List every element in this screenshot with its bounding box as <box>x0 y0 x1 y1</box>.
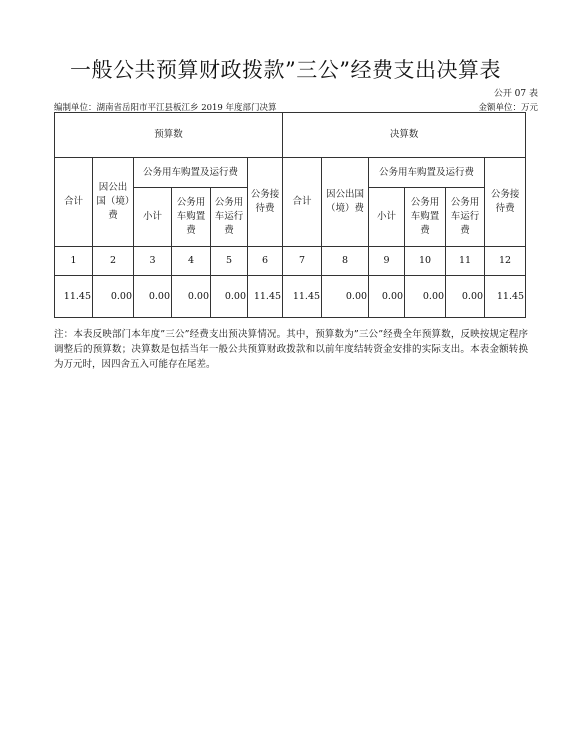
budget-subtotal-header: 小计 <box>134 188 172 247</box>
budget-vehicle-operation-header: 公务用车运行费 <box>211 188 248 247</box>
budget-total-header: 合计 <box>55 158 93 247</box>
final-subtotal-value: 0.00 <box>369 276 405 318</box>
index-cell: 2 <box>93 247 134 276</box>
index-cell: 12 <box>485 247 526 276</box>
index-row <box>55 247 526 276</box>
budget-vehicle-group-header: 公务用车购置及运行费 <box>134 158 248 188</box>
final-reception-header: 公务接待费 <box>485 158 526 247</box>
budget-header: 预算数 <box>55 113 283 158</box>
index-cell: 5 <box>211 247 248 276</box>
budget-abroad-value: 0.00 <box>93 276 134 318</box>
index-cell: 3 <box>134 247 172 276</box>
budget-reception-value: 11.45 <box>248 276 283 318</box>
budget-abroad-header: 因公出国（境）费 <box>93 158 134 247</box>
amount-unit: 金额单位：万元 <box>478 103 538 113</box>
final-vehicle-operation-header: 公务用车运行费 <box>446 188 485 247</box>
final-total-value: 11.45 <box>283 276 322 318</box>
index-cell: 1 <box>55 247 93 276</box>
index-cell: 10 <box>405 247 446 276</box>
final-vehicle-operation-value: 0.00 <box>446 276 485 318</box>
three-public-expenses-table <box>54 112 526 318</box>
page-title: 一般公共预算财政拨款”三公”经费支出决算表 <box>70 58 501 82</box>
budget-subtotal-value: 0.00 <box>134 276 172 318</box>
final-abroad-header: 因公出国（境）费 <box>322 158 369 247</box>
final-abroad-value: 0.00 <box>322 276 369 318</box>
index-cell: 9 <box>369 247 405 276</box>
index-cell: 7 <box>283 247 322 276</box>
budget-vehicle-operation-value: 0.00 <box>211 276 248 318</box>
final-subtotal-header: 小计 <box>369 188 405 247</box>
final-reception-value: 11.45 <box>485 276 526 318</box>
header-row-1 <box>55 113 526 158</box>
data-row <box>55 276 526 318</box>
index-cell: 11 <box>446 247 485 276</box>
final-vehicle-purchase-value: 0.00 <box>405 276 446 318</box>
budget-vehicle-purchase-value: 0.00 <box>172 276 211 318</box>
form-number: 公开 07 表 <box>493 89 538 99</box>
reporting-unit: 编制单位：湖南省岳阳市平江县板江乡 2019 年度部门决算 <box>54 103 277 113</box>
final-vehicle-purchase-header: 公务用车购置费 <box>405 188 446 247</box>
final-vehicle-group-header: 公务用车购置及运行费 <box>369 158 485 188</box>
table-note: 注：本表反映部门本年度”三公”经费支出预决算情况。其中，预算数为”三公”经费全年预算数，反映按规定程序调整后的预算数；决算数是包括当年一般公共预算财政拨款和以前年度结转资金安排的实际支出。本表金额转换为万元时，因四舍五入可能存在尾差。 <box>54 329 528 370</box>
index-cell: 6 <box>248 247 283 276</box>
final-header: 决算数 <box>283 113 526 158</box>
budget-vehicle-purchase-header: 公务用车购置费 <box>172 188 211 247</box>
index-cell: 8 <box>322 247 369 276</box>
header-row-2 <box>55 158 526 188</box>
final-total-header: 合计 <box>283 158 322 247</box>
index-cell: 4 <box>172 247 211 276</box>
budget-total-value: 11.45 <box>55 276 93 318</box>
budget-reception-header: 公务接待费 <box>248 158 283 247</box>
